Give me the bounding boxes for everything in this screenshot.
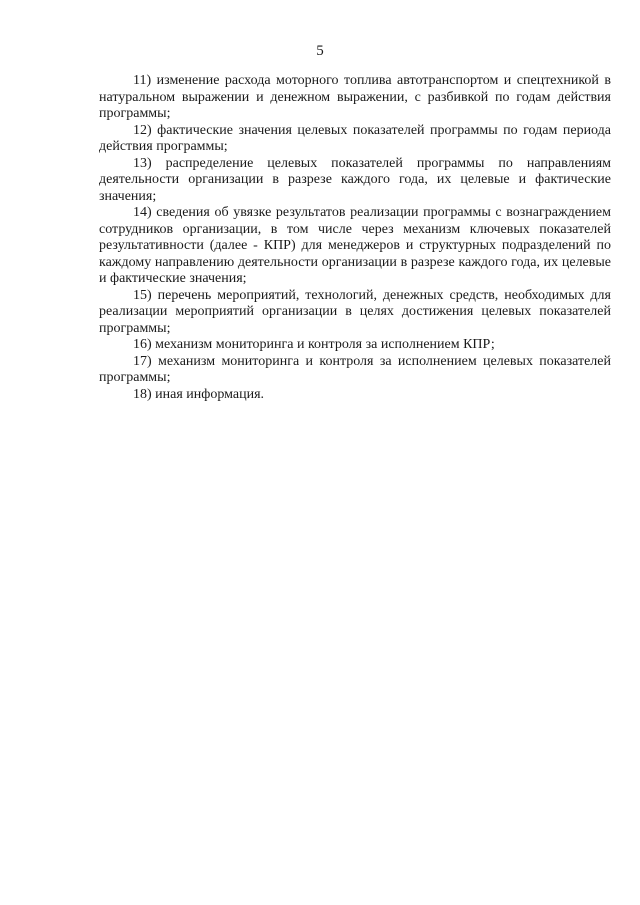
- list-item-16: 16) механизм мониторинга и контроля за исполнением КПР;: [133, 337, 495, 352]
- document-body: [99, 73, 611, 403]
- list-item-18: 18) иная информация.: [133, 386, 265, 402]
- list-item-12: 12) фактические значения целевых показателей программы по годам периода действия программы;: [99, 122, 611, 154]
- list-item-14: 14) сведения об увязке результатов реализации программы с вознаграждением сотрудников организации, в том числе через механизм ключевых показателей результативности (далее - КПР) для менеджеров и структурных подразделений по каждому направлению деятельности организации в разрезе каждого года, их целевые и фактические значения;: [99, 205, 611, 286]
- list-item-13: 13) распределение целевых показателей программы по направлениям деятельности организации в разрезе каждого года, их целевые и фактические значения;: [99, 155, 611, 204]
- list-item-15: 15) перечень мероприятий, технологий, денежных средств, необходимых для реализации мероприятий организации в целях достижения целевых показателей программы;: [99, 287, 611, 336]
- page-number: 5: [316, 43, 324, 59]
- list-item-11: 11) изменение расхода моторного топлива автотранспортом и спецтехникой в натуральном выражении и денежном выражении, с разбивкой по годам действия программы;: [99, 73, 611, 121]
- list-item-17: 17) механизм мониторинга и контроля за исполнением целевых показателей программы;: [99, 353, 611, 385]
